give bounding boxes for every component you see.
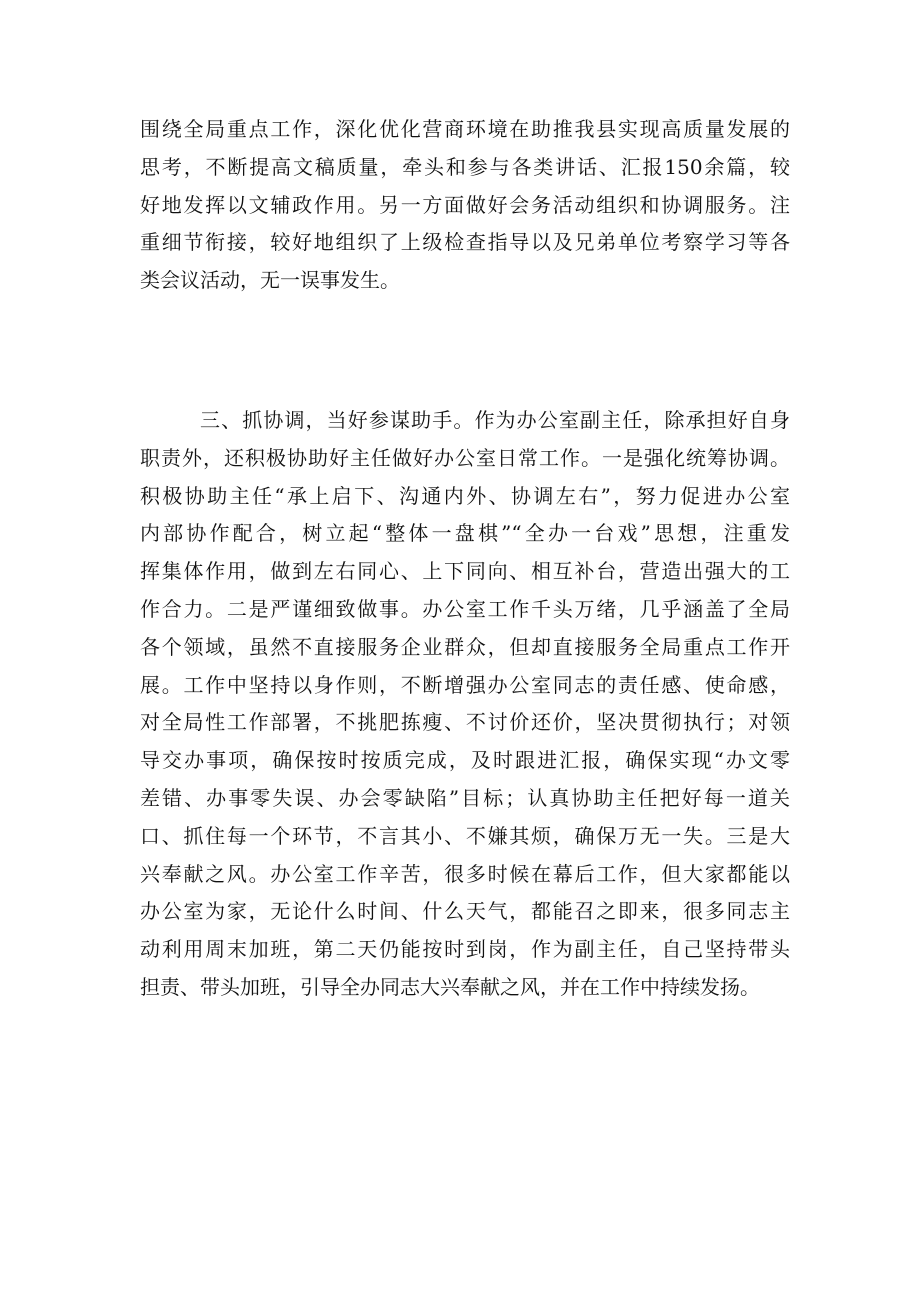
paragraph-2-line: 动利用周末加班，第二天仍能按时到岗，作为副主任，自己坚持带头 <box>140 937 790 962</box>
paragraph-1-line: 围绕全局重点工作，深化优化营商环境在助推我县实现高质量发展的 <box>140 117 790 141</box>
paragraph-2 <box>140 402 790 1007</box>
paragraph-2-line: 担责、带头加班，引导全办同志大兴奉献之风，并在工作中持续发扬。 <box>140 974 760 999</box>
paragraph-2-line: 内部协作配合，树立起“整体一盘棋”“全办一台戏”思想，注重发 <box>140 521 790 546</box>
paragraph-2-line: 导交办事项，确保按时按质完成，及时跟进汇报，确保实现“办文零 <box>140 748 790 773</box>
paragraph-1-line: 类会议活动，无一误事发生。 <box>140 268 400 293</box>
paragraph-2-line: 兴奉献之风。办公室工作辛苦，很多时候在幕后工作，但大家都能以 <box>140 861 790 886</box>
paragraph-1-line: 思考，不断提高文稿质量，牵头和参与各类讲话、汇报150余篇，较 <box>140 154 790 179</box>
paragraph-2-line: 挥集体作用，做到左右同心、上下同向、相互补台，营造出强大的工 <box>140 559 790 584</box>
paragraph-2-line: 对全局性工作部署，不挑肥拣瘦、不讨价还价，坚决贯彻执行；对领 <box>140 710 790 735</box>
paragraph-1-line: 好地发挥以文辅政作用。另一方面做好会务活动组织和协调服务。注 <box>140 192 790 217</box>
paragraph-2-line: 作合力。二是严谨细致做事。办公室工作千头万绪，几乎涵盖了全局 <box>140 596 790 621</box>
paragraph-2-line: 办公室为家，无论什么时间、什么天气，都能召之即来，很多同志主 <box>140 899 790 924</box>
paragraph-2-line: 职责外，还积极协助好主任做好办公室日常工作。一是强化统筹协调。 <box>140 445 790 470</box>
paragraph-2-line: 展。工作中坚持以身作则，不断增强办公室同志的责任感、使命感， <box>140 672 790 697</box>
paragraph-1 <box>140 111 790 300</box>
paragraph-2-line: 各个领域，虽然不直接服务企业群众，但却直接服务全局重点工作开 <box>140 634 790 659</box>
paragraph-2-heading-line: 三、抓协调，当好参谋助手。作为办公室副主任，除承担好自身 <box>200 408 790 432</box>
paragraph-2-line: 积极协助主任“承上启下、沟通内外、协调左右”，努力促进办公室 <box>140 483 790 508</box>
paragraph-1-line: 重细节衔接，较好地组织了上级检查指导以及兄弟单位考察学习等各 <box>140 230 790 255</box>
paragraph-2-line: 口、抓住每一个环节，不言其小、不嫌其烦，确保万无一失。三是大 <box>140 823 790 848</box>
paragraph-2-line: 差错、办事零失误、办会零缺陷”目标；认真协助主任把好每一道关 <box>140 785 790 810</box>
